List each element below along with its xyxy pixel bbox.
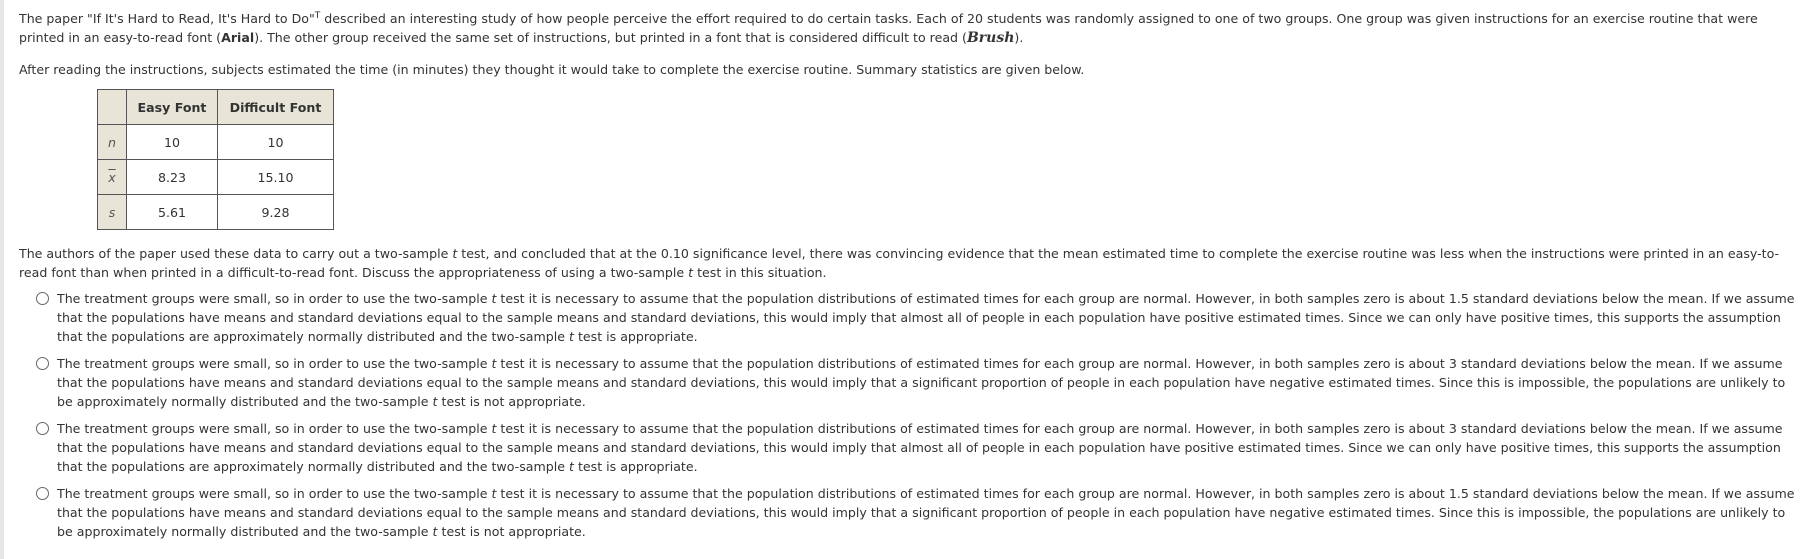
header-easy-font: Easy Font (127, 90, 218, 125)
choice-2-part-a: The treatment groups were small, so in order to use the two-sample (57, 356, 492, 372)
brush-font-name: Brush (966, 30, 1015, 47)
arial-font-name: Arial (221, 30, 255, 46)
choice-4-part-b: test it is necessary to assume that the population distributions of estimated times for each group are normal. However, in both samples zero is about 1.5 standard deviations below the mean. If we assume that the populations have means and standard deviations equal to the sample means and standard deviations, this would imply that a significant proportion of people in each population have negative estimated times. Since this is impossible, the populations are unlikely to be approximately normally distributed and the two-sample (57, 486, 1795, 540)
question-content (19, 7, 1801, 549)
t-symbol: t (688, 265, 694, 281)
cell-difficult-n: 10 (218, 125, 334, 160)
table-row-sd (98, 195, 334, 230)
row-label-xbar (98, 160, 127, 195)
table-corner-cell (98, 90, 127, 125)
header-difficult-font: Difficult Font (218, 90, 334, 125)
t-symbol: t (491, 291, 497, 307)
choice-text-2 (57, 354, 1801, 411)
cell-easy-sd: 5.61 (127, 195, 218, 230)
choice-2-part-b: test it is necessary to assume that the population distributions of estimated times for each group are normal. However, in both samples zero is about 3 standard deviations below the mean. If we assume that the populations have means and standard deviations equal to the sample means and standard deviations, this would imply that a significant proportion of people in each population have negative estimated times. Since this is impossible, the populations are unlikely to be approximately normally distributed and the two-sample (57, 356, 1786, 410)
footnote-marker: T (314, 11, 321, 21)
choice-3-part-a: The treatment groups were small, so in order to use the two-sample (57, 421, 492, 437)
t-symbol: t (432, 524, 438, 540)
intro-paragraph (19, 7, 1801, 48)
choice-1-part-b: test it is necessary to assume that the population distributions of estimated times for each group are normal. However, in both samples zero is about 1.5 standard deviations below the mean. If we assume that the populations have means and standard deviations equal to the sample means and standard deviations, this would imply that almost all of people in each population have positive estimated times. Since we can only have positive times, this supports the assumption that the populations are approximately normally distributed and the two-sample (57, 291, 1795, 345)
answer-choices (36, 289, 1801, 541)
cell-difficult-sd: 9.28 (218, 195, 334, 230)
summary-statement: After reading the instructions, subjects estimated the time (in minutes) they thought it would take to complete the exercise routine. Summary statistics are given below. (19, 62, 1085, 78)
statistics-table-wrapper (97, 89, 1801, 230)
choice-1-part-c: test is appropriate. (573, 329, 698, 345)
summary-statistics-table (97, 89, 334, 230)
t-symbol: t (491, 486, 497, 502)
answer-choice-2[interactable] (36, 354, 1801, 411)
radio-button-3[interactable] (36, 422, 49, 435)
t-symbol: t (569, 329, 574, 345)
row-label-n: n (98, 125, 127, 160)
question-prompt (19, 244, 1801, 282)
question-text-1: The authors of the paper used these data to carry out a two-sample (19, 246, 453, 262)
choice-1-part-a: The treatment groups were small, so in order to use the two-sample (57, 291, 492, 307)
intro-text-4: ). (1014, 30, 1024, 46)
t-symbol: t (491, 421, 497, 437)
choice-3-part-c: test is appropriate. (573, 459, 698, 475)
t-symbol: t (491, 356, 497, 372)
t-symbol: t (432, 394, 438, 410)
intro-text-3: ). The other group received the same set of instructions, but printed in a font that is considered difficult to read ( (254, 30, 967, 46)
cell-difficult-mean: 15.10 (218, 160, 334, 195)
row-label-s: s (98, 195, 127, 230)
table-row-mean (98, 160, 334, 195)
t-symbol: t (569, 459, 574, 475)
table-header-row (98, 90, 334, 125)
question-text-3: test in this situation. (693, 265, 827, 281)
question-text-2: test, and concluded that at the 0.10 significance level, there was convincing evidence that the mean estimated time to complete the exercise routine was less when the instructions were printed in an easy-to-read font than when printed in a difficult-to-read font. Discuss the appropriateness of using a two-sample (19, 246, 1780, 281)
table-row-n (98, 125, 334, 160)
choice-4-part-c: test is not appropriate. (437, 524, 586, 540)
cell-easy-mean: 8.23 (127, 160, 218, 195)
t-symbol: t (452, 246, 458, 262)
choice-4-part-a: The treatment groups were small, so in order to use the two-sample (57, 486, 492, 502)
cell-easy-n: 10 (127, 125, 218, 160)
choice-2-part-c: test is not appropriate. (437, 394, 586, 410)
radio-button-2[interactable] (36, 357, 49, 370)
choice-text-3 (57, 419, 1801, 476)
xbar-symbol: $\overline{x}$ (108, 169, 116, 185)
answer-choice-4[interactable] (36, 484, 1801, 541)
radio-button-1[interactable] (36, 292, 49, 305)
intro-text-2: described an interesting study of how people perceive the effort required to do certain tasks. Each of 20 students was randomly assigned to one of two groups. One group was given instructions for an exercise routine that were printed in an easy-to-read font ( (19, 11, 1758, 46)
radio-button-4[interactable] (36, 487, 49, 500)
answer-choice-1[interactable] (36, 289, 1801, 346)
choice-3-part-b: test it is necessary to assume that the population distributions of estimated times for each group are normal. However, in both samples zero is about 3 standard deviations below the mean. If we assume that the populations have means and standard deviations equal to the sample means and standard deviations, this would imply that almost all of people in each population have positive estimated times. Since we can only have positive times, this supports the assumption that the populations are approximately normally distributed and the two-sample (57, 421, 1783, 475)
choice-text-1 (57, 289, 1801, 346)
left-border (0, 0, 4, 559)
choice-text-4 (57, 484, 1801, 541)
answer-choice-3[interactable] (36, 419, 1801, 476)
intro-text-1: The paper "If It's Hard to Read, It's Hard to Do" (19, 11, 315, 27)
